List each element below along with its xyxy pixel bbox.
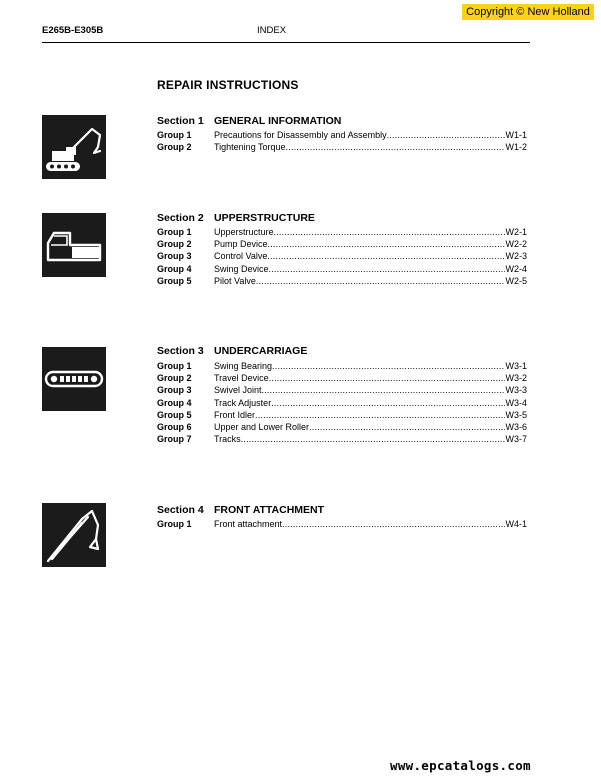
page-ref: W2-4 [505, 263, 527, 274]
toc-row[interactable] [157, 263, 527, 275]
page-ref: W2-2 [505, 239, 527, 250]
toc-row[interactable] [157, 360, 527, 372]
page-ref: W4-1 [505, 519, 527, 529]
group-title: Front Idler [214, 409, 256, 420]
group-title: Precautions for Disassembly and Assembly [214, 130, 387, 140]
leader-dots [255, 409, 505, 421]
model-number: E265B-E305B [42, 25, 104, 36]
leader-dots [309, 421, 505, 433]
group-label: Group 4 [157, 263, 192, 274]
group-title: Tracks [214, 434, 241, 445]
leader-dots [282, 518, 505, 530]
group-title: Swing Bearing [214, 361, 273, 371]
group-label: Group 5 [157, 409, 192, 420]
group-title: Upper and Lower Roller [214, 421, 310, 432]
group-label: Group 1 [157, 227, 192, 237]
page-ref: W3-7 [505, 434, 527, 445]
leader-dots [269, 263, 506, 275]
group-title: Upperstructure [214, 227, 274, 237]
leader-dots [286, 141, 506, 153]
toc-row[interactable] [157, 433, 527, 445]
excavator-icon [42, 115, 106, 179]
toc-row[interactable] [157, 518, 527, 530]
group-label: Group 3 [157, 251, 192, 262]
page-ref: W2-5 [505, 275, 527, 286]
page-ref: W2-1 [505, 227, 527, 237]
section-label: Section 1 [157, 115, 204, 127]
toc-row[interactable] [157, 275, 527, 287]
group-label: Group 1 [157, 130, 192, 140]
group-label: Group 1 [157, 361, 192, 371]
section-groups [157, 360, 527, 445]
group-label: Group 1 [157, 519, 192, 529]
group-label: Group 2 [157, 239, 192, 250]
group-title: Front attachment [214, 519, 283, 529]
section-heading [157, 115, 341, 127]
toc-row[interactable] [157, 250, 527, 262]
leader-dots [262, 384, 506, 396]
toc-row[interactable] [157, 397, 527, 409]
toc-row[interactable] [157, 409, 527, 421]
group-label: Group 2 [157, 142, 192, 153]
section-label: Section 2 [157, 212, 204, 224]
leader-dots [271, 397, 505, 409]
leader-dots [268, 238, 506, 250]
upperstructure-icon [42, 213, 106, 277]
section-heading [157, 345, 307, 357]
group-label: Group 2 [157, 373, 192, 384]
section-label: Section 3 [157, 345, 204, 357]
toc-row[interactable] [157, 141, 527, 153]
section-heading [157, 212, 315, 224]
page-ref: W3-6 [505, 421, 527, 432]
section-title: FRONT ATTACHMENT [214, 504, 325, 516]
leader-dots [272, 360, 505, 372]
index-label: INDEX [257, 25, 287, 36]
group-label: Group 3 [157, 385, 192, 396]
group-label: Group 6 [157, 421, 192, 432]
group-title: Control Valve [214, 251, 268, 262]
group-title: Tightening Torque [214, 142, 286, 153]
leader-dots [256, 275, 506, 287]
group-label: Group 5 [157, 275, 192, 286]
toc-row[interactable] [157, 384, 527, 396]
page-ref: W3-1 [505, 361, 527, 371]
group-label: Group 7 [157, 434, 192, 445]
page-ref: W1-2 [505, 142, 527, 153]
section-title: GENERAL INFORMATION [214, 115, 342, 127]
group-title: Track Adjuster [214, 397, 272, 408]
section-title: UPPERSTRUCTURE [214, 212, 315, 224]
page-ref: W3-3 [505, 385, 527, 396]
page-ref: W3-4 [505, 397, 527, 408]
section-groups [157, 518, 527, 530]
copyright-badge: Copyright © New Holland [462, 4, 594, 20]
toc-row[interactable] [157, 372, 527, 384]
group-title: Travel Device [214, 373, 269, 384]
boom-arm-icon [42, 503, 106, 567]
page-ref: W3-5 [505, 409, 527, 420]
track-icon [42, 347, 106, 411]
toc-row[interactable] [157, 421, 527, 433]
group-title: Swivel Joint [214, 385, 262, 396]
page-ref: W3-2 [505, 373, 527, 384]
leader-dots [241, 433, 506, 445]
group-title: Pilot Valve [214, 275, 256, 286]
section-title: UNDERCARRIAGE [214, 345, 308, 357]
section-label: Section 4 [157, 504, 204, 516]
leader-dots [269, 372, 506, 384]
leader-dots [274, 226, 506, 238]
group-label: Group 4 [157, 397, 192, 408]
header-divider [42, 42, 530, 43]
leader-dots [387, 129, 506, 141]
section-groups [157, 129, 527, 153]
website-watermark: www.epcatalogs.com [390, 758, 531, 773]
page-title: REPAIR INSTRUCTIONS [157, 78, 299, 92]
page-ref: W2-3 [505, 251, 527, 262]
group-title: Swing Device [214, 263, 269, 274]
toc-row[interactable] [157, 226, 527, 238]
leader-dots [267, 250, 505, 262]
section-groups [157, 226, 527, 287]
toc-row[interactable] [157, 238, 527, 250]
page-ref: W1-1 [505, 130, 527, 140]
group-title: Pump Device [214, 239, 268, 250]
section-heading [157, 504, 324, 516]
toc-row[interactable] [157, 129, 527, 141]
